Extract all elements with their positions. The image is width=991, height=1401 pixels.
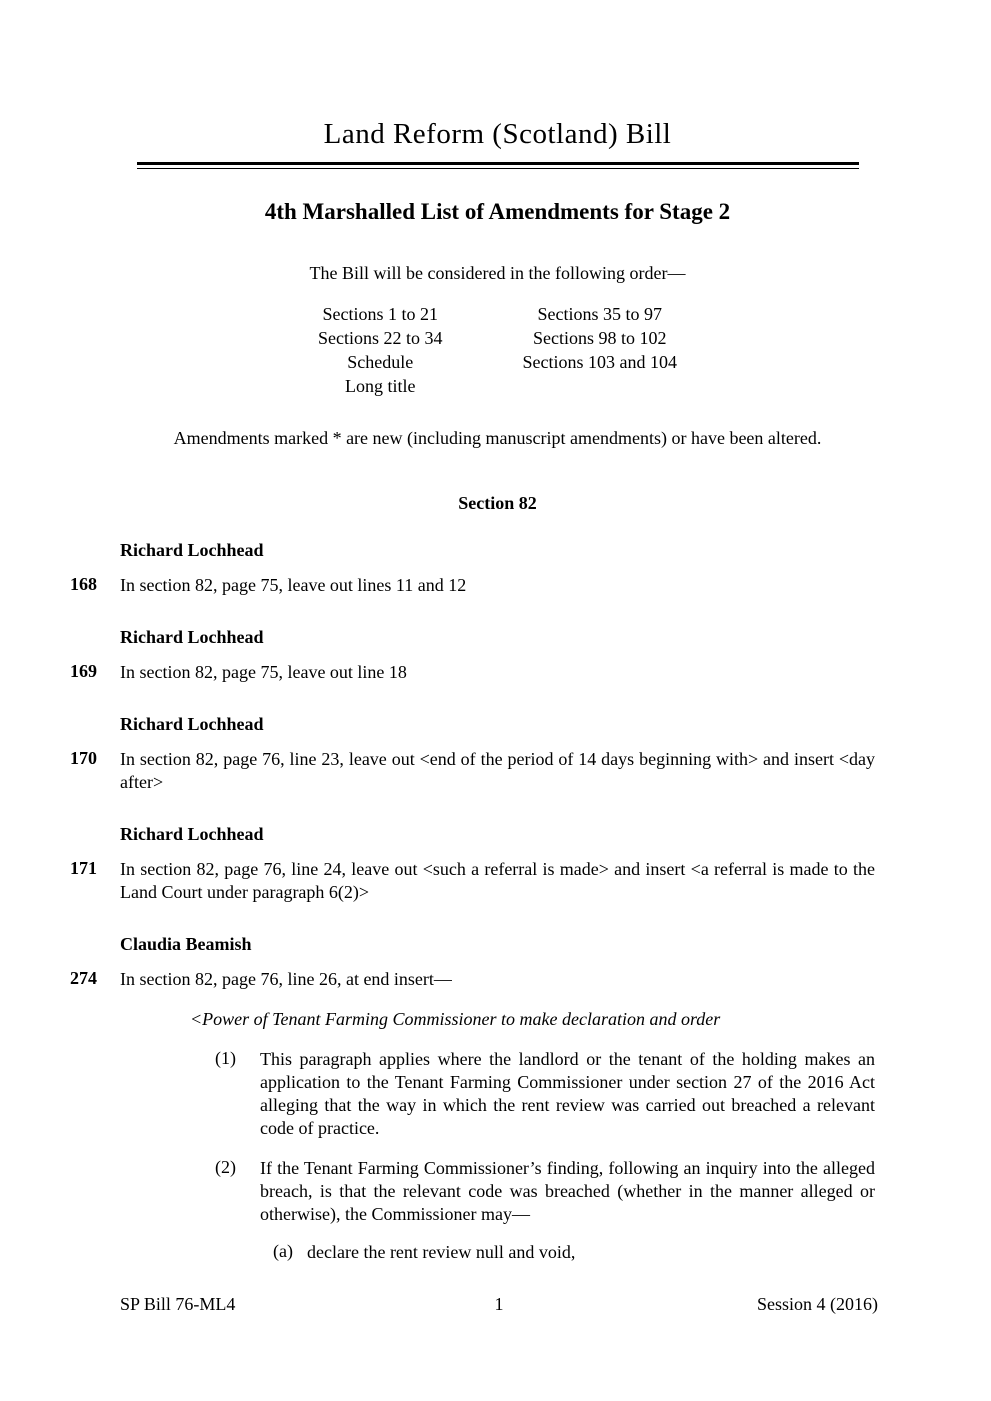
order-intro: The Bill will be considered in the following order—: [309, 263, 686, 283]
sponsor-name: Richard Lochhead: [120, 627, 264, 647]
footer-bill-reference: SP Bill 76-ML4: [120, 1294, 236, 1314]
amendment-text: In section 82, page 75, leave out lines 11 and 12: [120, 575, 467, 595]
amendment-body: [70, 574, 875, 597]
amendment-body: [70, 858, 875, 904]
page-footer: [120, 1294, 878, 1315]
paragraph-text: If the Tenant Farming Commissioner’s finding, following an inquiry into the alleged breach, is that the relevant code was breached (whether in the manner alleged or otherwise), the Commissioner may—: [260, 1158, 875, 1224]
order-item: Sections 22 to 34: [318, 328, 443, 348]
amendment: [70, 824, 875, 904]
inserted-paragraph: [215, 1157, 875, 1226]
amendment: [70, 627, 875, 684]
order-column-left: [318, 302, 443, 398]
amendment-number: 168: [70, 574, 97, 594]
order-item: Sections 1 to 21: [322, 304, 438, 324]
order-item: Schedule: [347, 352, 414, 372]
paragraph-number: (2): [215, 1157, 236, 1177]
sponsor-name: Claudia Beamish: [120, 934, 252, 954]
amendment-text: In section 82, page 76, line 24, leave out <such a referral is made> and insert <a referral is made to the Land Court under paragraph 6(2)>: [120, 859, 875, 902]
inserted-provision-heading: <Power of Tenant Farming Commissioner to make declaration and order: [190, 1009, 721, 1029]
amendment-number: 274: [70, 968, 97, 988]
amendment-body: [70, 968, 875, 991]
subparagraph-number: (a): [273, 1241, 293, 1261]
amendment-body: [70, 748, 875, 794]
amendment-text: In section 82, page 76, line 23, leave out <end of the period of 14 days beginning with> and insert <day after>: [120, 749, 875, 792]
amendments-note: Amendments marked * are new (including manuscript amendments) or have been altered.: [173, 428, 822, 448]
order-column-right: [523, 302, 678, 398]
footer-session: Session 4 (2016): [757, 1294, 878, 1314]
order-item: Sections 98 to 102: [533, 328, 667, 348]
consideration-order: [120, 302, 875, 398]
order-item: Sections 103 and 104: [522, 352, 677, 372]
order-item: Sections 35 to 97: [537, 304, 662, 324]
amendment-body: [70, 661, 875, 684]
order-item: Long title: [345, 376, 416, 396]
document-title: Land Reform (Scotland) Bill: [323, 118, 672, 150]
amendment-number: 169: [70, 661, 97, 681]
amendment-text: In section 82, page 76, line 26, at end insert—: [120, 969, 452, 989]
section-heading: Section 82: [458, 493, 537, 513]
sponsor-name: Richard Lochhead: [120, 824, 264, 844]
paragraph-number: (1): [215, 1048, 236, 1068]
amendment-text: In section 82, page 75, leave out line 18: [120, 662, 407, 682]
amendment: [70, 934, 875, 1264]
amendment-number: 171: [70, 858, 97, 878]
footer-page-number: 1: [494, 1294, 504, 1314]
sponsor-name: Richard Lochhead: [120, 540, 264, 560]
title-rule: [137, 162, 859, 169]
amendment-number: 170: [70, 748, 97, 768]
sponsor-name: Richard Lochhead: [120, 714, 264, 734]
amendment: [70, 540, 875, 597]
inserted-subparagraph: [273, 1241, 875, 1264]
inserted-paragraph: [215, 1048, 875, 1140]
amendment: [70, 714, 875, 794]
subparagraph-text: declare the rent review null and void,: [307, 1242, 576, 1262]
marshalled-list-heading: 4th Marshalled List of Amendments for Stage 2: [264, 199, 731, 224]
paragraph-text: This paragraph applies where the landlord or the tenant of the holding makes an application to the Tenant Farming Commissioner under section 27 of the 2016 Act alleging that the way in which the rent review was carried out breached a relevant code of practice.: [260, 1049, 875, 1138]
